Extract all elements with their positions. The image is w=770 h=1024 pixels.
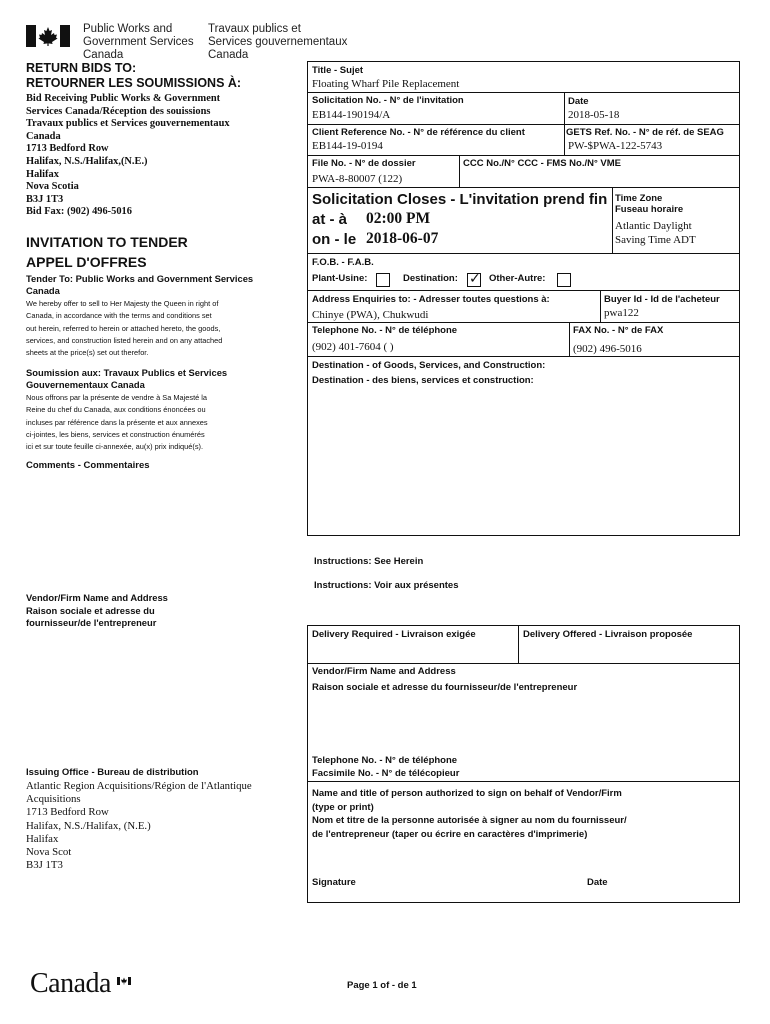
fax-label: FAX No. - N° de FAX bbox=[573, 325, 664, 336]
title-label: Title - Sujet bbox=[312, 65, 364, 76]
file-no-label: File No. - N° de dossier bbox=[312, 158, 416, 169]
plant-usine-checkbox[interactable] bbox=[376, 271, 390, 289]
buyer-id-value: pwa122 bbox=[604, 307, 639, 319]
comments-label: Comments - Commentaires bbox=[26, 460, 150, 471]
plant-usine-label: Plant-Usine: bbox=[312, 273, 368, 284]
fob-label: F.O.B. - F.A.B. bbox=[312, 257, 374, 268]
canada-flag-symbol bbox=[26, 25, 70, 47]
soumission-aux: Soumission aux: Travaux Publics et Services Gouvernementaux Canada bbox=[26, 367, 228, 390]
closing-date-value: 2018-06-07 bbox=[366, 230, 439, 247]
time-zone-label: Time Zone Fuseau horaire bbox=[615, 193, 684, 215]
date-label: Date bbox=[568, 96, 589, 107]
gets-ref-label: GETS Ref. No. - N° de réf. de SEAG bbox=[566, 127, 724, 138]
offer-text-en: We hereby offer to sell to Her Majesty the Queen in right of Canada, in accordance with the terms and conditions set out herein, referred to herein or attached hereto, the goods, services, and construction listed herein and on any attached sheets at the price(s) set out therefor. bbox=[26, 299, 223, 358]
authorized-person-label: Name and title of person authorized to sign on behalf of Vendor/Firm (type or print) Nom et titre de la personne autorisée à signer au nom du fournisseur/ de l'entrepreneur (taper ou écrire en caractères d'imprimerie) bbox=[312, 788, 627, 840]
solicitation-no-label: Solicitation No. - N° de l'invitation bbox=[312, 95, 464, 106]
signature-date-label: Date bbox=[587, 877, 608, 888]
return-address: Bid Receiving Public Works & Government Services Canada/Réception des souissions Travaux publics et Services gouvernementaux Canada 1713 Bedford Row Halifax, N.S./Halifax,(N.E.) Halifax Nova Scotia B3J 1T3 Bid Fax: (902) 496-5016 bbox=[26, 93, 230, 218]
telephone-label: Telephone No. - N° de téléphone bbox=[312, 325, 458, 336]
wordmark-flag-icon bbox=[117, 972, 131, 980]
vendor-fax-label: Facsimile No. - N° de télécopieur bbox=[312, 768, 460, 779]
destination-checkbox[interactable] bbox=[467, 271, 481, 289]
telephone-value: (902) 401-7604 ( ) bbox=[312, 341, 394, 353]
vendor-telephone-label: Telephone No. - N° de téléphone bbox=[312, 755, 458, 766]
offer-text-fr: Nous offrons par la présente de vendre à Sa Majesté la Reine du chef du Canada, aux conditions énoncées ou incluses par référence dans la présente et aux annexes ci-jointes, les biens, services et construction énumérés ici et sur toute feuille ci-annexée, au(x) prix indiqué(s). bbox=[26, 393, 208, 452]
closing-time-label: at - à bbox=[312, 211, 348, 228]
checkmark-icon: ✓ bbox=[469, 270, 481, 287]
destination-goods-en: Destination - of Goods, Services, and Construction: bbox=[312, 360, 546, 371]
vendor-name-label-fr: Raison sociale et adresse du fournisseur/de l'entrepreneur bbox=[312, 682, 578, 693]
issuing-office-address: Atlantic Region Acquisitions/Région de l'Atlantique Acquisitions 1713 Bedford Row Halifax, N.S./Halifax, (N.E.) Halifax Nova Scot B3J 1T3 bbox=[26, 780, 252, 872]
invitation-title: INVITATION TO TENDER APPEL D'OFFRES bbox=[26, 234, 188, 270]
client-ref-label: Client Reference No. - N° de référence du client bbox=[312, 127, 525, 138]
delivery-offered-label: Delivery Offered - Livraison proposée bbox=[523, 629, 693, 640]
destination-goods-fr: Destination - des biens, services et construction: bbox=[312, 375, 534, 386]
destination-label: Destination: bbox=[403, 273, 458, 284]
fax-value: (902) 496-5016 bbox=[573, 343, 642, 355]
delivery-required-label: Delivery Required - Livraison exigée bbox=[312, 629, 476, 640]
page-number: Page 1 of - de 1 bbox=[347, 980, 417, 991]
vendor-name-label-en: Vendor/Firm Name and Address bbox=[312, 666, 456, 677]
solicitation-no-value: EB144-190194/A bbox=[312, 109, 391, 121]
issuing-office-title: Issuing Office - Bureau de distribution bbox=[26, 767, 199, 778]
left-vendor-label: Vendor/Firm Name and Address Raison sociale et adresse du fournisseur/de l'entrepreneur bbox=[26, 592, 168, 628]
other-autre-label: Other-Autre: bbox=[489, 273, 546, 284]
title-value: Floating Wharf Pile Replacement bbox=[312, 78, 460, 90]
address-enquiries-value: Chinye (PWA), Chukwudi bbox=[312, 309, 429, 321]
address-enquiries-label: Address Enquiries to: - Adresser toutes questions à: bbox=[312, 294, 550, 305]
closing-date-label: on - le bbox=[312, 231, 357, 248]
department-name-fr: Travaux publics et Services gouvernementaux Canada bbox=[208, 23, 348, 61]
instructions-fr: Instructions: Voir aux présentes bbox=[314, 580, 459, 591]
other-autre-checkbox[interactable] bbox=[557, 271, 571, 289]
client-ref-value: EB144-19-0194 bbox=[312, 140, 383, 152]
instructions-en: Instructions: See Herein bbox=[314, 556, 424, 567]
tender-to: Tender To: Public Works and Government Services Canada bbox=[26, 273, 254, 296]
date-value: 2018-05-18 bbox=[568, 109, 620, 121]
time-zone-value: Atlantic Daylight Saving Time ADT bbox=[615, 220, 696, 246]
buyer-id-label: Buyer Id - Id de l'acheteur bbox=[604, 294, 720, 305]
department-name-en: Public Works and Government Services Canada bbox=[83, 23, 194, 61]
signature-label: Signature bbox=[312, 877, 356, 888]
closing-time-value: 02:00 PM bbox=[366, 210, 431, 227]
ccc-no-label: CCC No./N° CCC - FMS No./N° VME bbox=[463, 158, 622, 169]
canada-wordmark: Canada bbox=[30, 968, 111, 999]
return-bids-title: RETURN BIDS TO: RETOURNER LES SOUMISSIONS À: bbox=[26, 61, 242, 90]
gets-ref-value: PW-$PWA-122-5743 bbox=[568, 140, 663, 152]
file-no-value: PWA-8-80007 (122) bbox=[312, 173, 403, 185]
solicitation-closes-label: Solicitation Closes - L'invitation prend fin bbox=[312, 191, 608, 208]
